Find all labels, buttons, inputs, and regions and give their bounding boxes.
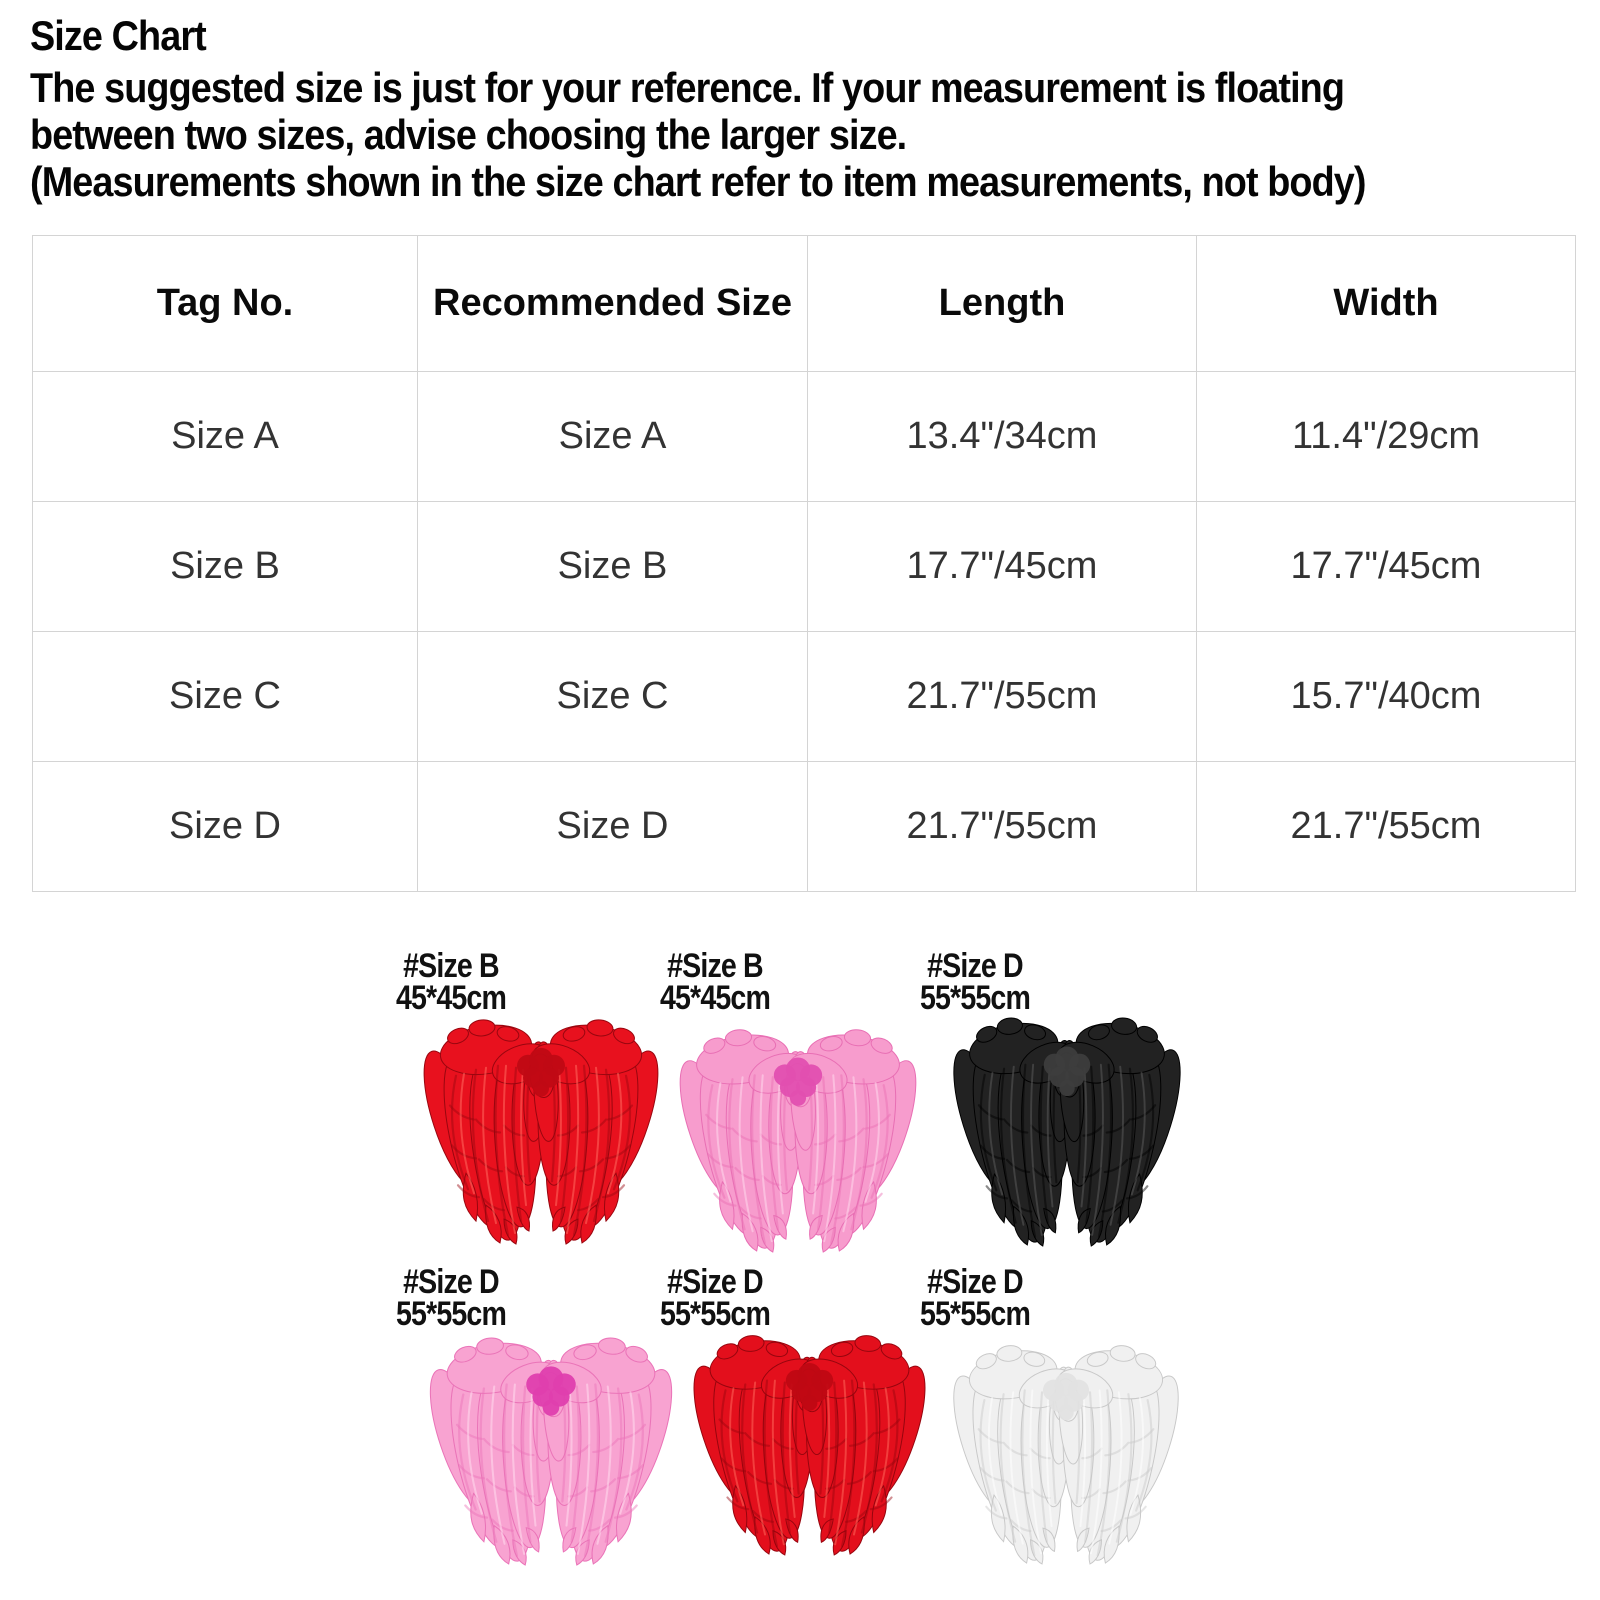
- size-note-line-3: (Measurements shown in the size chart refer to item measurements, not body): [30, 158, 1366, 205]
- angel-wings-image-pink: [672, 1020, 924, 1252]
- wing-size-tag: #Size D: [927, 1263, 1023, 1301]
- cell-recommended: Size C: [418, 632, 808, 762]
- col-header-length: Length: [808, 236, 1197, 372]
- wing-dimensions: 55*55cm: [659, 1295, 771, 1333]
- wing-size-tag: #Size B: [403, 947, 499, 985]
- wing-dimensions: 45*45cm: [659, 979, 771, 1017]
- wing-label: [866, 947, 1084, 1017]
- wing-dimensions: 55*55cm: [395, 1295, 507, 1333]
- wing-label: [342, 947, 560, 1017]
- wing-label: [342, 1263, 560, 1333]
- wing-size-tag: #Size D: [403, 1263, 499, 1301]
- cell-width: 21.7"/55cm: [1197, 762, 1576, 892]
- table-row: [33, 372, 1576, 502]
- cell-tag: Size A: [33, 372, 418, 502]
- wing-label: [606, 947, 824, 1017]
- cell-length: 21.7"/55cm: [808, 632, 1197, 762]
- size-note-line-1: The suggested size is just for your reference. If your measurement is floating: [30, 64, 1345, 111]
- table-row: [33, 502, 1576, 632]
- col-header-recommended-size: Recommended Size: [418, 236, 808, 372]
- angel-wings-image-pink: [422, 1328, 680, 1565]
- page-title: Size Chart: [30, 12, 206, 59]
- angel-wings-image-white: [946, 1336, 1186, 1564]
- angel-wings-image-red: [686, 1326, 933, 1555]
- size-table: [32, 235, 1576, 892]
- cell-length: 13.4"/34cm: [808, 372, 1197, 502]
- wing-label: [606, 1263, 824, 1333]
- size-table-header-row: [33, 236, 1576, 372]
- col-header-tag-no: Tag No.: [33, 236, 418, 372]
- wing-dimensions: 55*55cm: [919, 979, 1031, 1017]
- cell-width: 17.7"/45cm: [1197, 502, 1576, 632]
- cell-recommended: Size B: [418, 502, 808, 632]
- col-header-width: Width: [1197, 236, 1576, 372]
- cell-width: 15.7"/40cm: [1197, 632, 1576, 762]
- cell-tag: Size D: [33, 762, 418, 892]
- angel-wings-image-black: [946, 1008, 1188, 1246]
- angel-wings-image-red: [416, 1010, 666, 1244]
- table-row: [33, 632, 1576, 762]
- cell-recommended: Size A: [418, 372, 808, 502]
- size-note-line-2: between two sizes, advise choosing the larger size.: [30, 111, 907, 158]
- wing-dimensions: 55*55cm: [919, 1295, 1031, 1333]
- cell-tag: Size C: [33, 632, 418, 762]
- cell-recommended: Size D: [418, 762, 808, 892]
- wing-size-tag: #Size D: [667, 1263, 763, 1301]
- wing-dimensions: 45*45cm: [395, 979, 507, 1017]
- table-row: [33, 762, 1576, 892]
- wing-label: [866, 1263, 1084, 1333]
- cell-length: 21.7"/55cm: [808, 762, 1197, 892]
- wing-size-tag: #Size B: [667, 947, 763, 985]
- header-block: [30, 12, 1514, 205]
- wing-size-tag: #Size D: [927, 947, 1023, 985]
- cell-width: 11.4"/29cm: [1197, 372, 1576, 502]
- cell-tag: Size B: [33, 502, 418, 632]
- cell-length: 17.7"/45cm: [808, 502, 1197, 632]
